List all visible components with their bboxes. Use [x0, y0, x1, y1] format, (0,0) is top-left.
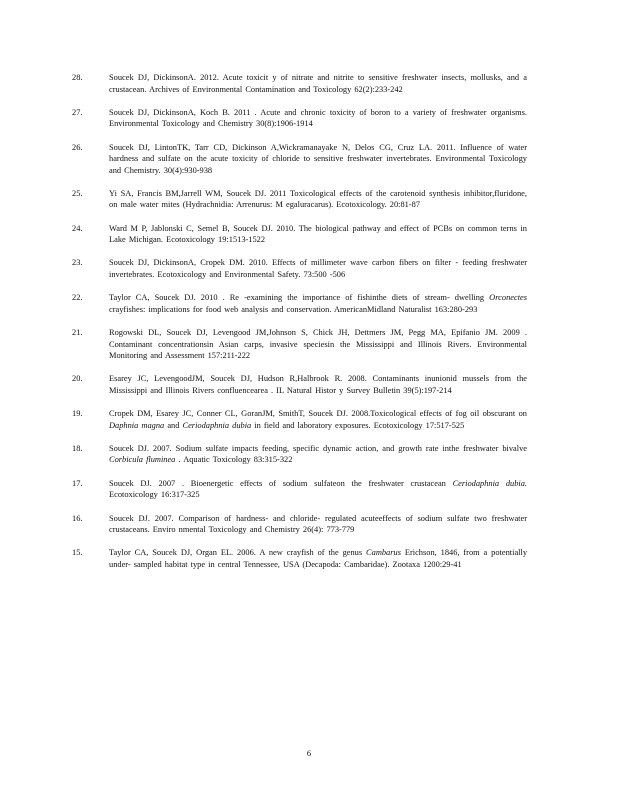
reference-text: Ward M P, Jablonski C, Semel B, Soucek DJ. 2010. The biological pathway and effect of PCBs on common terns in Lake Michigan. Ecotoxicology 19:1513-1522: [109, 223, 527, 245]
reference-item: [72, 72, 527, 95]
reference-number: 24.: [72, 223, 83, 233]
reference-text: Soucek DJ, DickinsonA. 2012. Acute toxicit y of nitrate and nitrite to sensitive freshwater insects, mollusks, and a crustacean. Archives of Environmental Contamination and Toxicology 62(2):233-242: [109, 73, 527, 94]
reference-item: [72, 223, 527, 246]
reference-text: Esarey JC, LevengoodJM, Soucek DJ, Hudson R,Halbrook R. 2008. Contaminants inunionid mussels from the Mississippi and Illinois Rivers confluencearea . IL Natural Histor y Survey Bulletin 39(5):197-214: [109, 374, 527, 395]
reference-list: [72, 72, 527, 570]
reference-number: 19.: [72, 409, 83, 419]
reference-text: Taylor CA, Soucek DJ, Organ EL. 2006. A new crayfish of the genus: [109, 548, 367, 558]
reference-text: Soucek DJ. 2007 . Bioenergetic effects of sodium sulfateon the freshwater crustacean: [109, 478, 453, 488]
reference-item: [72, 292, 527, 315]
reference-text: Cropek DM, Esarey JC, Conner CL, GoranJM, SmithT, Soucek DJ. 2008.Toxicological effects of fog oil obscurant on: [109, 409, 527, 419]
reference-number: 20.: [72, 374, 83, 384]
reference-italic-text: Daphnia: [109, 420, 139, 430]
page-number: 6: [306, 749, 312, 758]
reference-text: Soucek DJ, DickinsonA, Koch B. 2011 . Acute and chronic toxicity of boron to a variety of freshwater organisms. Environmental Toxicology and Chemistry 30(8):1906-1914: [109, 107, 527, 129]
reference-text: Soucek DJ, LintonTK, Tarr CD, Dickinson A,Wickramanayake N, Delos CG, Cruz LA. 2011. Influence of water hardness and sulfate on the acute toxicity of chloride to sensitive freshwater invertebrates. Environmental Toxicology and Chemistry. 30(4):930-938: [109, 142, 527, 175]
reference-text: in field and laboratory exposures. Ecotoxicology 17:517-525: [251, 420, 465, 430]
reference-text: Rogowski DL, Soucek DJ, Levengood JM,Johnson S, Chick JH, Dettmers JM, Pegg MA, Epifanio JM. 2009 . Contaminant concentrationsin Asian carps, invasive speciesin the Mississippi and Illinois Rivers. Environmental Monitoring and Assessment 157:211-222: [109, 328, 527, 361]
reference-text: Erichson, 1846, from a potentially under- sampled habitat type in central Tennessee, USA (Decapoda: Cambaridae). Zootaxa 1200:29-41: [109, 548, 528, 569]
reference-text: . Aquatic Toxicology 83:315-322: [175, 455, 293, 465]
reference-number: 16.: [72, 513, 83, 523]
reference-italic-text: Ceriodaphnia: [182, 420, 230, 430]
reference-item: [72, 327, 527, 362]
reference-number: 17.: [72, 478, 83, 488]
reference-item: [72, 107, 527, 130]
reference-item: [72, 257, 527, 280]
reference-item: [72, 188, 527, 211]
reference-item: [72, 142, 527, 177]
reference-italic-text: dubia: [232, 420, 252, 430]
reference-italic-text: fluminea: [146, 455, 176, 465]
reference-text: Taylor CA, Soucek DJ. 2010 . Re -examining the importance of fishinthe diets of stream- dwelling: [109, 293, 490, 303]
reference-number: 26.: [72, 142, 83, 152]
reference-number: 27.: [72, 107, 83, 117]
reference-text: Yi SA, Francis BM,Jarrell WM, Soucek DJ. 2011 Toxicological effects of the carotenoid synthesis inhibitor,fluridone, on male water mites (Hydrachnidia: Arrenurus: M egaluracarus). Ecotoxicology. 20:81-87: [109, 188, 527, 210]
reference-item: [72, 373, 527, 396]
reference-number: 18.: [72, 443, 83, 453]
reference-item: [72, 478, 527, 501]
reference-number: 15.: [72, 548, 83, 558]
reference-number: 25.: [72, 188, 83, 198]
reference-italic-text: Cambarus: [366, 548, 401, 558]
reference-italic-text: Orconectes: [489, 293, 527, 303]
reference-italic-text: magna: [141, 420, 165, 430]
reference-item: [72, 443, 527, 466]
reference-italic-text: Ceriodaphnia dubia.: [452, 478, 527, 488]
reference-item: [72, 408, 527, 431]
reference-text: and: [164, 420, 183, 430]
reference-number: 28.: [72, 73, 83, 82]
reference-text: Soucek DJ, DickinsonA, Cropek DM. 2010. Effects of millimeter wave carbon fibers on filter - feeding freshwater invertebrates. Ecotoxicology and Environmental Safety. 73:500 -506: [109, 258, 527, 279]
reference-item: [72, 547, 527, 570]
reference-italic-text: Corbicula: [109, 455, 143, 465]
reference-number: 21.: [72, 328, 83, 338]
reference-item: [72, 513, 527, 536]
reference-text: Soucek DJ. 2007. Sodium sulfate impacts feeding, specific dynamic action, and growth rate inthe freshwater bivalve: [109, 443, 527, 453]
reference-number: 22.: [72, 293, 83, 303]
reference-text: crayfishes: implications for food web analysis and conservation. AmericanMidland Naturalist 163:280-293: [109, 304, 478, 314]
reference-number: 23.: [72, 258, 83, 268]
reference-text: Ecotoxicology 16:317-325: [109, 490, 200, 500]
reference-text: Soucek DJ. 2007. Comparison of hardness- and chloride- regulated acuteeffects of sodium sulfate two freshwater crustaceans. Enviro nmental Toxicology and Chemistry 26(4): 773-779: [109, 513, 527, 535]
